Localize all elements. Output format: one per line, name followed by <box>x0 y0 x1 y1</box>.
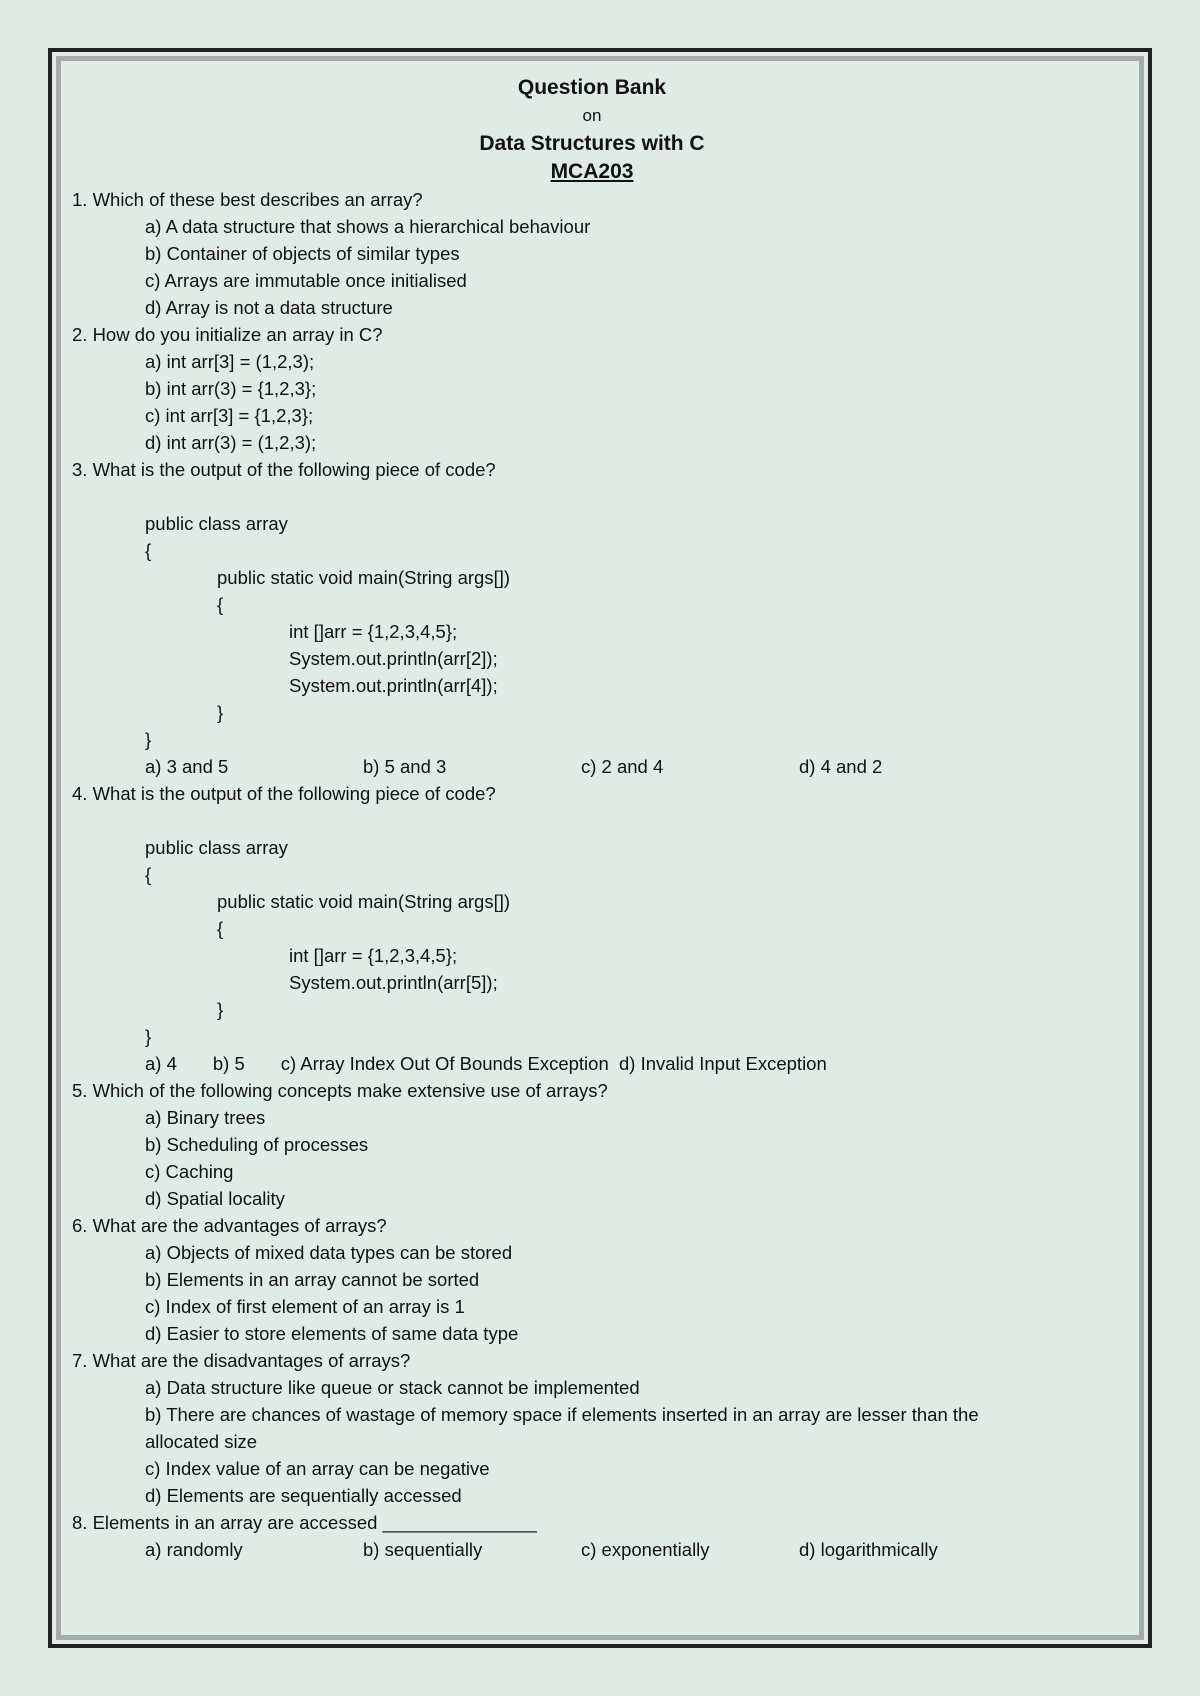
q7-option-c: c) Index value of an array can be negative <box>145 1458 490 1479</box>
q3-option-d: d) 4 and 2 <box>799 756 883 777</box>
question-2: 2. How do you initialize an array in C? <box>72 324 383 345</box>
spacer <box>72 807 1112 834</box>
q4-options-row: a) 4 b) 5 c) Array Index Out Of Bounds Exception d) Invalid Input Exception <box>145 1053 827 1074</box>
q3-code-line: System.out.println(arr[2]); <box>289 648 498 669</box>
q4-code-line: { <box>145 864 152 885</box>
question-5: 5. Which of the following concepts make extensive use of arrays? <box>72 1080 608 1101</box>
q8-option-a: a) randomly <box>145 1539 243 1560</box>
q4-code-line: } <box>217 999 224 1020</box>
q2-option-b: b) int arr(3) = {1,2,3}; <box>145 378 317 399</box>
q3-code-line: public static void main(String args[]) <box>217 567 511 588</box>
doc-title-on: on <box>582 106 602 125</box>
q4-code-line: System.out.println(arr[5]); <box>289 972 498 993</box>
question-4: 4. What is the output of the following piece of code? <box>72 783 496 804</box>
q3-code-line: } <box>145 729 152 750</box>
spacer <box>72 483 1112 510</box>
q3-code-line: System.out.println(arr[4]); <box>289 675 498 696</box>
question-8: 8. Elements in an array are accessed _______________ <box>72 1512 537 1533</box>
q3-options-row <box>72 753 1112 780</box>
q6-option-d: d) Easier to store elements of same data type <box>145 1323 519 1344</box>
q8-option-d: d) logarithmically <box>799 1539 938 1560</box>
q2-option-d: d) int arr(3) = (1,2,3); <box>145 432 317 453</box>
doc-course-code: MCA203 <box>550 160 634 183</box>
q4-code-line: public static void main(String args[]) <box>217 891 511 912</box>
q6-option-a: a) Objects of mixed data types can be stored <box>145 1242 513 1263</box>
doc-subject: Data Structures with C <box>479 132 705 155</box>
question-7: 7. What are the disadvantages of arrays? <box>72 1350 411 1371</box>
q3-code-line: int []arr = {1,2,3,4,5}; <box>289 621 458 642</box>
question-1: 1. Which of these best describes an array? <box>72 189 423 210</box>
q2-option-c: c) int arr[3] = {1,2,3}; <box>145 405 314 426</box>
q1-option-c: c) Arrays are immutable once initialised <box>145 270 467 291</box>
q1-option-d: d) Array is not a data structure <box>145 297 393 318</box>
q6-option-c: c) Index of first element of an array is 1 <box>145 1296 465 1317</box>
doc-title: Question Bank <box>517 76 667 99</box>
question-3: 3. What is the output of the following piece of code? <box>72 459 496 480</box>
q8-option-b: b) sequentially <box>363 1539 483 1560</box>
q7-option-d: d) Elements are sequentially accessed <box>145 1485 462 1506</box>
q4-code-line: } <box>145 1026 152 1047</box>
q8-option-c: c) exponentially <box>581 1539 710 1560</box>
q8-options-row <box>72 1536 1112 1563</box>
question-bank-document <box>72 72 1112 1563</box>
q7-option-a: a) Data structure like queue or stack cannot be implemented <box>145 1377 640 1398</box>
q1-option-a: a) A data structure that shows a hierarchical behaviour <box>145 216 591 237</box>
q2-option-a: a) int arr[3] = (1,2,3); <box>145 351 315 372</box>
q3-option-c: c) 2 and 4 <box>581 756 664 777</box>
q5-option-d: d) Spatial locality <box>145 1188 285 1209</box>
q4-code-line: int []arr = {1,2,3,4,5}; <box>289 945 458 966</box>
q4-code-line: { <box>217 918 224 939</box>
q6-option-b: b) Elements in an array cannot be sorted <box>145 1269 480 1290</box>
q3-code-line: { <box>217 594 224 615</box>
q3-code-line: public class array <box>145 513 288 534</box>
q1-option-b: b) Container of objects of similar types <box>145 243 460 264</box>
q3-option-a: a) 3 and 5 <box>145 756 229 777</box>
q3-code-line: { <box>145 540 152 561</box>
q3-code-line: } <box>217 702 224 723</box>
q4-code-line: public class array <box>145 837 288 858</box>
q5-option-a: a) Binary trees <box>145 1107 266 1128</box>
question-6: 6. What are the advantages of arrays? <box>72 1215 387 1236</box>
q7-option-b: b) There are chances of wastage of memory space if elements inserted in an array are lesser than the allocated size <box>145 1404 979 1452</box>
q5-option-b: b) Scheduling of processes <box>145 1134 369 1155</box>
q3-option-b: b) 5 and 3 <box>363 756 447 777</box>
q5-option-c: c) Caching <box>145 1161 234 1182</box>
